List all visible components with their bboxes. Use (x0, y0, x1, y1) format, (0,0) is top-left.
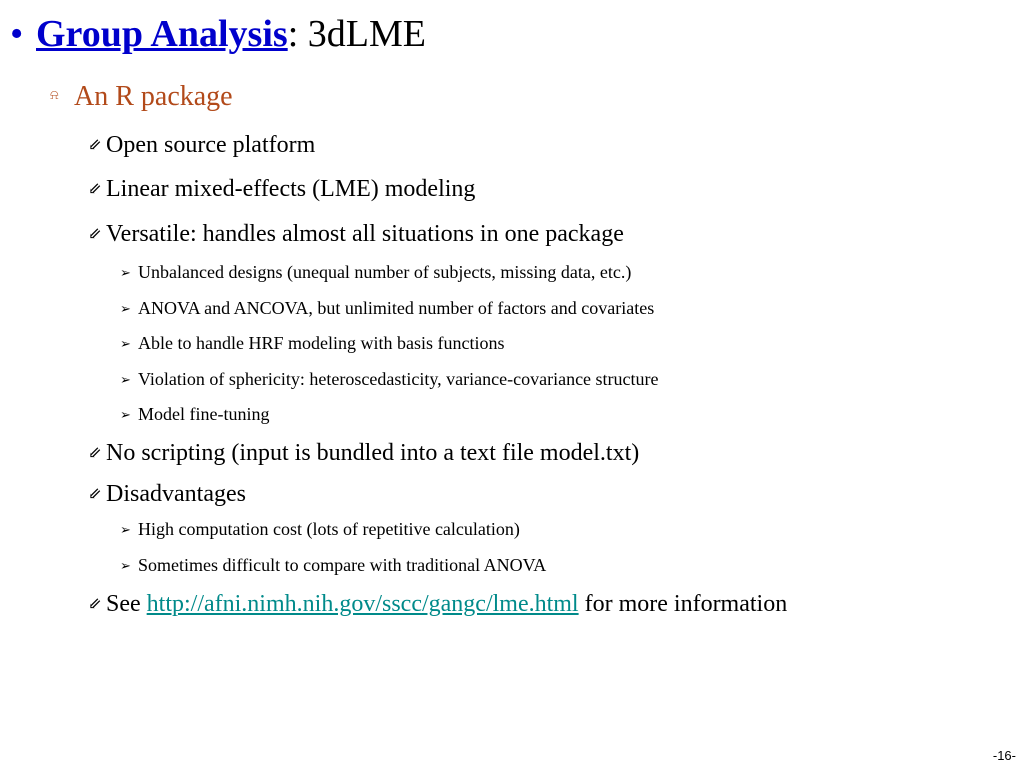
title-suffix: : 3dLME (287, 13, 426, 55)
group-analysis-link[interactable]: Group Analysis (36, 13, 288, 55)
subtitle (50, 83, 233, 111)
arrowhead-bullet-icon: ➢ (120, 336, 131, 351)
arrow-bullet-icon: ⇙ (88, 181, 102, 198)
list-item-versatile (88, 222, 624, 246)
list-item-text: Disadvantages (106, 481, 246, 507)
arrowhead-bullet-icon: ➢ (120, 558, 131, 573)
list-item-text: No scripting (input is bundled into a text file model.txt) (106, 440, 640, 466)
sublist-item-text: Sometimes difficult to compare with traditional ANOVA (138, 555, 547, 575)
sublist-item-difficult (120, 556, 546, 574)
list-item-noscript (88, 441, 639, 465)
sublist-item-finetune (120, 405, 269, 423)
sublist-item-text: Violation of sphericity: heteroscedasticity, variance-covariance structure (138, 369, 659, 389)
arrowhead-bullet-icon: ➢ (120, 407, 131, 422)
title-bullet-icon: • (10, 13, 24, 55)
sublist-item-text: ANOVA and ANCOVA, but unlimited number of factors and covariates (138, 298, 655, 318)
arrowhead-bullet-icon: ➢ (120, 522, 131, 537)
sublist-item-unbalanced (120, 263, 631, 281)
arrowhead-bullet-icon: ➢ (120, 301, 131, 316)
subtitle-text: An R package (74, 81, 233, 112)
arrow-bullet-icon: ⇙ (88, 486, 102, 503)
list-item-disadvantages (88, 482, 246, 506)
list-item-text: Linear mixed-effects (LME) modeling (106, 176, 476, 202)
list-item-text: Versatile: handles almost all situations in one package (106, 221, 624, 247)
arrowhead-bullet-icon: ➢ (120, 372, 131, 387)
arrowhead-bullet-icon: ➢ (120, 265, 131, 280)
subtitle-bullet-icon: ⍾ (50, 87, 59, 102)
sublist-item-text: Unbalanced designs (unequal number of subjects, missing data, etc.) (138, 262, 632, 282)
arrow-bullet-icon: ⇙ (88, 137, 102, 154)
arrow-bullet-icon: ⇙ (88, 226, 102, 243)
list-item-open-source (88, 133, 315, 157)
arrow-bullet-icon: ⇙ (88, 445, 102, 462)
list-item-see-more (88, 592, 787, 616)
see-suffix: for more information (578, 591, 788, 617)
lme-docs-link[interactable]: http://afni.nimh.nih.gov/sscc/gangc/lme.html (146, 591, 579, 617)
sublist-item-text: Able to handle HRF modeling with basis functions (138, 333, 505, 353)
arrow-bullet-icon: ⇙ (88, 596, 102, 613)
list-item-lme (88, 177, 475, 201)
list-item-text: Open source platform (106, 132, 316, 158)
slide-title (10, 15, 426, 53)
page-number: -16- (992, 748, 1016, 763)
see-prefix: See (106, 591, 147, 617)
sublist-item-text: High computation cost (lots of repetitive calculation) (138, 519, 520, 539)
sublist-item-text: Model fine-tuning (138, 404, 270, 424)
sublist-item-sphericity (120, 370, 659, 388)
sublist-item-hrf (120, 334, 504, 352)
sublist-item-highcost (120, 520, 520, 538)
sublist-item-anova (120, 299, 654, 317)
